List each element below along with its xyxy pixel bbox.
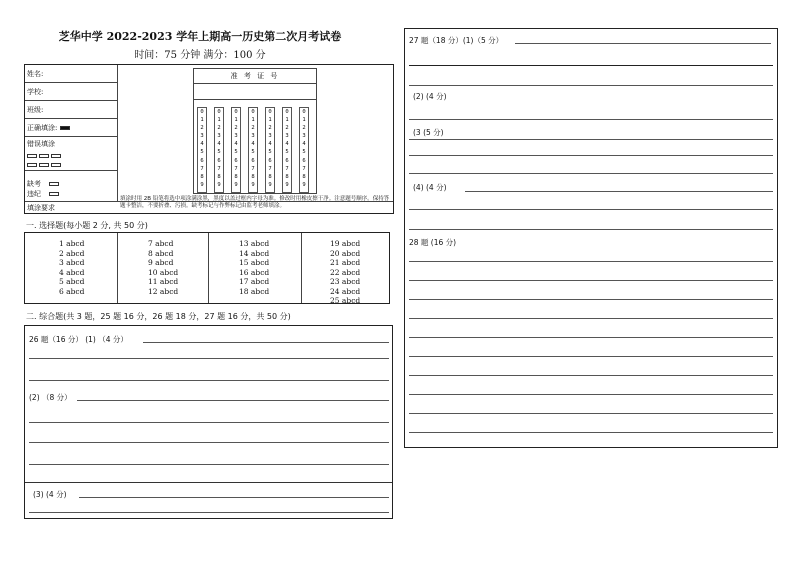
admission-digit[interactable]: 6 <box>234 157 238 164</box>
q26-label: 26 题（16 分） (1) （4 分） <box>29 335 128 344</box>
choice-answer-box <box>24 232 390 304</box>
admission-digit[interactable]: 8 <box>217 173 221 180</box>
admission-digit[interactable]: 9 <box>217 181 221 188</box>
school-field[interactable]: 学校: <box>25 83 117 101</box>
choice-group-3 <box>239 239 269 296</box>
admission-digit[interactable]: 0 <box>200 109 204 115</box>
admission-digit[interactable]: 0 <box>268 109 272 115</box>
admission-digit[interactable]: 0 <box>285 109 289 115</box>
correct-fill-mark <box>60 126 70 130</box>
admission-digit[interactable]: 3 <box>302 133 306 140</box>
answer-line[interactable] <box>409 229 773 230</box>
info-divider <box>117 65 118 201</box>
q26-3-label: (3) (4 分) <box>33 490 67 499</box>
choice-item[interactable]: 13 abcd <box>239 239 270 248</box>
answer-line[interactable] <box>409 85 773 86</box>
absent-violation-row <box>25 171 117 201</box>
class-field[interactable] <box>25 101 117 119</box>
comprehensive-section-title: 二. 综合题(共 3 题，25 题 16 分，26 题 18 分，27 题 16 分，共 50 分) <box>26 312 291 321</box>
answer-line[interactable] <box>409 394 773 395</box>
answer-line[interactable] <box>409 299 773 300</box>
admission-digit[interactable]: 9 <box>251 181 255 188</box>
admission-digit[interactable]: 4 <box>268 141 272 148</box>
q26-answer-box[interactable] <box>24 325 393 519</box>
choice-item[interactable]: 15 abcd <box>239 258 270 267</box>
admission-digit[interactable]: 1 <box>251 117 255 124</box>
admission-digit-column[interactable] <box>282 107 292 193</box>
choice-group-4 <box>330 239 360 306</box>
q27-label: 27 题（18 分）(1)（5 分） <box>409 36 504 45</box>
admission-digit[interactable]: 9 <box>200 181 204 188</box>
admission-number-grid <box>193 68 317 194</box>
admission-digit[interactable]: 8 <box>285 173 289 180</box>
admission-digit[interactable]: 2 <box>217 125 221 132</box>
admission-digit-column[interactable] <box>231 107 241 193</box>
admission-digit[interactable]: 7 <box>251 165 255 172</box>
admission-digit[interactable]: 5 <box>302 149 306 156</box>
absent-label: 缺考 <box>27 180 41 188</box>
choice-divider <box>301 233 302 303</box>
admission-digit[interactable]: 3 <box>200 133 204 140</box>
admission-digit[interactable]: 0 <box>251 109 255 115</box>
admission-digit[interactable]: 9 <box>285 181 289 188</box>
requirements-label: 填涂要求 <box>27 204 55 212</box>
answer-line[interactable] <box>29 358 389 359</box>
choice-item[interactable]: 10 abcd <box>148 267 179 277</box>
wrong-fill-label: 错误填涂 <box>27 140 55 148</box>
admission-digit[interactable]: 5 <box>285 149 289 156</box>
admission-digit[interactable]: 1 <box>234 117 238 124</box>
answer-line[interactable] <box>409 173 773 174</box>
admission-digit[interactable]: 6 <box>251 157 255 164</box>
admission-number-title: 准 考 证 号 <box>230 72 280 80</box>
q27-q28-answer-box[interactable] <box>404 28 778 448</box>
answer-line[interactable] <box>409 432 773 433</box>
choice-item[interactable]: 11 abcd <box>148 277 179 286</box>
admission-digit[interactable]: 0 <box>302 109 306 115</box>
answer-line[interactable] <box>409 119 773 120</box>
choice-item[interactable]: 23 abcd <box>330 277 361 286</box>
admission-digit[interactable]: 2 <box>251 125 255 132</box>
admission-digit[interactable]: 0 <box>234 109 238 115</box>
choice-item[interactable]: 16 abcd <box>239 267 270 277</box>
choice-item[interactable]: 6 abcd <box>59 286 85 296</box>
choice-item[interactable]: 3 abcd <box>59 258 85 267</box>
answer-line[interactable] <box>409 155 773 156</box>
admission-digit[interactable]: 1 <box>200 117 204 124</box>
ticket-divider <box>194 83 316 84</box>
admission-digit[interactable]: 2 <box>302 125 306 132</box>
admission-digit[interactable]: 3 <box>251 133 255 140</box>
answer-line[interactable] <box>409 375 773 376</box>
admission-digit[interactable]: 3 <box>217 133 221 140</box>
violation-label: 违纪 <box>27 190 41 198</box>
exam-time-score: 时间：75 分钟 满分：100 分 <box>134 50 266 61</box>
wrong-fill-row <box>25 137 117 171</box>
admission-digit[interactable]: 7 <box>268 165 272 172</box>
wrong-mark-icon <box>27 163 37 167</box>
admission-digit[interactable]: 1 <box>285 117 289 124</box>
admission-digit[interactable]: 9 <box>302 181 306 188</box>
answer-line[interactable] <box>29 464 389 465</box>
student-info-box <box>24 64 394 214</box>
admission-digit[interactable]: 9 <box>234 181 238 188</box>
choice-item[interactable]: 19 abcd <box>330 239 361 248</box>
q27-2-label: (2) (4 分) <box>413 92 447 101</box>
admission-digit[interactable]: 4 <box>234 141 238 148</box>
admission-digit[interactable]: 9 <box>268 181 272 188</box>
violation-checkbox[interactable] <box>49 192 59 196</box>
admission-digit[interactable]: 5 <box>217 149 221 156</box>
admission-digit[interactable]: 6 <box>268 157 272 164</box>
admission-digit[interactable]: 1 <box>302 117 306 124</box>
answer-line[interactable] <box>409 209 773 210</box>
admission-digit-column[interactable] <box>248 107 258 193</box>
admission-digit[interactable]: 0 <box>217 109 221 115</box>
wrong-mark-icon <box>51 163 61 167</box>
absent-checkbox[interactable] <box>49 182 59 186</box>
admission-digit[interactable]: 3 <box>234 133 238 140</box>
admission-digit[interactable]: 8 <box>234 173 238 180</box>
answer-line[interactable] <box>409 356 773 357</box>
answer-line[interactable] <box>77 400 389 401</box>
answer-line[interactable] <box>409 139 773 140</box>
admission-digit[interactable]: 8 <box>251 173 255 180</box>
admission-digit[interactable]: 3 <box>285 133 289 140</box>
answer-line[interactable] <box>465 191 773 192</box>
admission-digit-column[interactable] <box>299 107 309 193</box>
admission-digit[interactable]: 6 <box>200 157 204 164</box>
choice-item[interactable]: 9 abcd <box>148 258 174 267</box>
answer-line[interactable] <box>143 342 389 343</box>
choice-item[interactable]: 2 abcd <box>59 248 85 258</box>
admission-digit-column[interactable] <box>197 107 207 193</box>
admission-digit[interactable]: 1 <box>217 117 221 124</box>
q27-3-label: (3 (5 分) <box>413 128 444 137</box>
wrong-mark-icon <box>27 154 37 158</box>
answer-line[interactable] <box>29 512 389 513</box>
admission-digit[interactable]: 5 <box>234 149 238 156</box>
admission-digit[interactable]: 4 <box>251 141 255 148</box>
admission-digit[interactable]: 8 <box>268 173 272 180</box>
answer-divider <box>25 482 392 483</box>
choice-item[interactable]: 8 abcd <box>148 248 174 258</box>
q27-4-label: (4) (4 分) <box>413 183 447 192</box>
choice-item[interactable]: 1 abcd <box>59 239 85 248</box>
admission-digit[interactable]: 4 <box>217 141 221 148</box>
answer-line[interactable] <box>409 337 773 338</box>
answer-line[interactable] <box>79 497 389 498</box>
admission-digit[interactable]: 2 <box>285 125 289 132</box>
admission-digit[interactable]: 5 <box>200 149 204 156</box>
admission-digit[interactable]: 7 <box>200 165 204 172</box>
choice-divider <box>117 233 118 303</box>
choice-item[interactable]: 17 abcd <box>239 277 270 286</box>
answer-line[interactable] <box>409 261 773 262</box>
class-label: 班级: <box>27 106 44 114</box>
admission-digit[interactable]: 5 <box>251 149 255 156</box>
admission-digit[interactable]: 8 <box>302 173 306 180</box>
answer-line[interactable] <box>29 422 389 423</box>
choice-section-title: 一. 选择题(每小题 2 分, 共 50 分) <box>26 221 148 230</box>
admission-digit[interactable]: 2 <box>268 125 272 132</box>
admission-digit[interactable]: 1 <box>268 117 272 124</box>
admission-digit[interactable]: 7 <box>302 165 306 172</box>
choice-item[interactable]: 25 abcd <box>330 296 361 305</box>
correct-fill-row <box>25 119 117 137</box>
wrong-mark-icon <box>39 163 49 167</box>
answer-line[interactable] <box>29 442 389 443</box>
admission-digit[interactable]: 7 <box>217 165 221 172</box>
choice-group-1 <box>59 239 84 296</box>
choice-item[interactable]: 24 abcd <box>330 286 361 296</box>
choice-item[interactable]: 12 abcd <box>148 286 179 296</box>
choice-item[interactable]: 20 abcd <box>330 248 361 258</box>
answer-line[interactable] <box>409 318 773 319</box>
choice-item[interactable]: 14 abcd <box>239 248 270 258</box>
page-title: 芝华中学 2022-2023 学年上期高一历史第二次月考试卷 <box>58 30 342 43</box>
choice-item[interactable]: 18 abcd <box>239 286 270 296</box>
admission-digit[interactable]: 2 <box>200 125 204 132</box>
admission-digit[interactable]: 8 <box>200 173 204 180</box>
admission-digit-column[interactable] <box>265 107 275 193</box>
answer-divider <box>409 65 773 66</box>
admission-digit[interactable]: 7 <box>234 165 238 172</box>
admission-digit[interactable]: 3 <box>268 133 272 140</box>
wrong-mark-icon <box>39 154 49 158</box>
q28-label: 28 题 (16 分) <box>409 238 457 247</box>
admission-digit[interactable]: 4 <box>200 141 204 148</box>
admission-digit[interactable]: 6 <box>217 157 221 164</box>
choice-item[interactable]: 4 abcd <box>59 267 85 277</box>
wrong-mark-icon <box>51 154 61 158</box>
choice-item[interactable]: 22 abcd <box>330 267 361 277</box>
choice-divider <box>208 233 209 303</box>
admission-digit[interactable]: 6 <box>285 157 289 164</box>
answer-line[interactable] <box>515 43 771 44</box>
ticket-divider <box>194 99 316 100</box>
choice-item[interactable]: 7 abcd <box>148 239 174 248</box>
admission-digit[interactable]: 4 <box>285 141 289 148</box>
admission-digit[interactable]: 5 <box>268 149 272 156</box>
answer-line[interactable] <box>409 280 773 281</box>
admission-digit[interactable]: 7 <box>285 165 289 172</box>
admission-digit[interactable]: 2 <box>234 125 238 132</box>
choice-item[interactable]: 5 abcd <box>59 277 85 286</box>
requirements-text: 填涂时用 2B 铅笔将选中项涂满涂黑，黑度以盖过框内字母为准。修改时用橡皮擦干净。注意题号顺序。保持答题卡整洁，不要折叠、污损。缺考标记与作弊标记由监考老师填涂。 <box>120 196 390 209</box>
q26-2-label: (2) （8 分） <box>29 393 72 402</box>
correct-fill-label: 正确填涂: <box>27 124 58 132</box>
answer-line[interactable] <box>29 380 389 381</box>
name-field[interactable]: 姓名: <box>25 65 117 83</box>
choice-group-2 <box>148 239 178 296</box>
answer-line[interactable] <box>409 413 773 414</box>
admission-digit-column[interactable] <box>214 107 224 193</box>
choice-item[interactable]: 21 abcd <box>330 258 361 267</box>
admission-digit[interactable]: 6 <box>302 157 306 164</box>
admission-digit[interactable]: 4 <box>302 141 306 148</box>
